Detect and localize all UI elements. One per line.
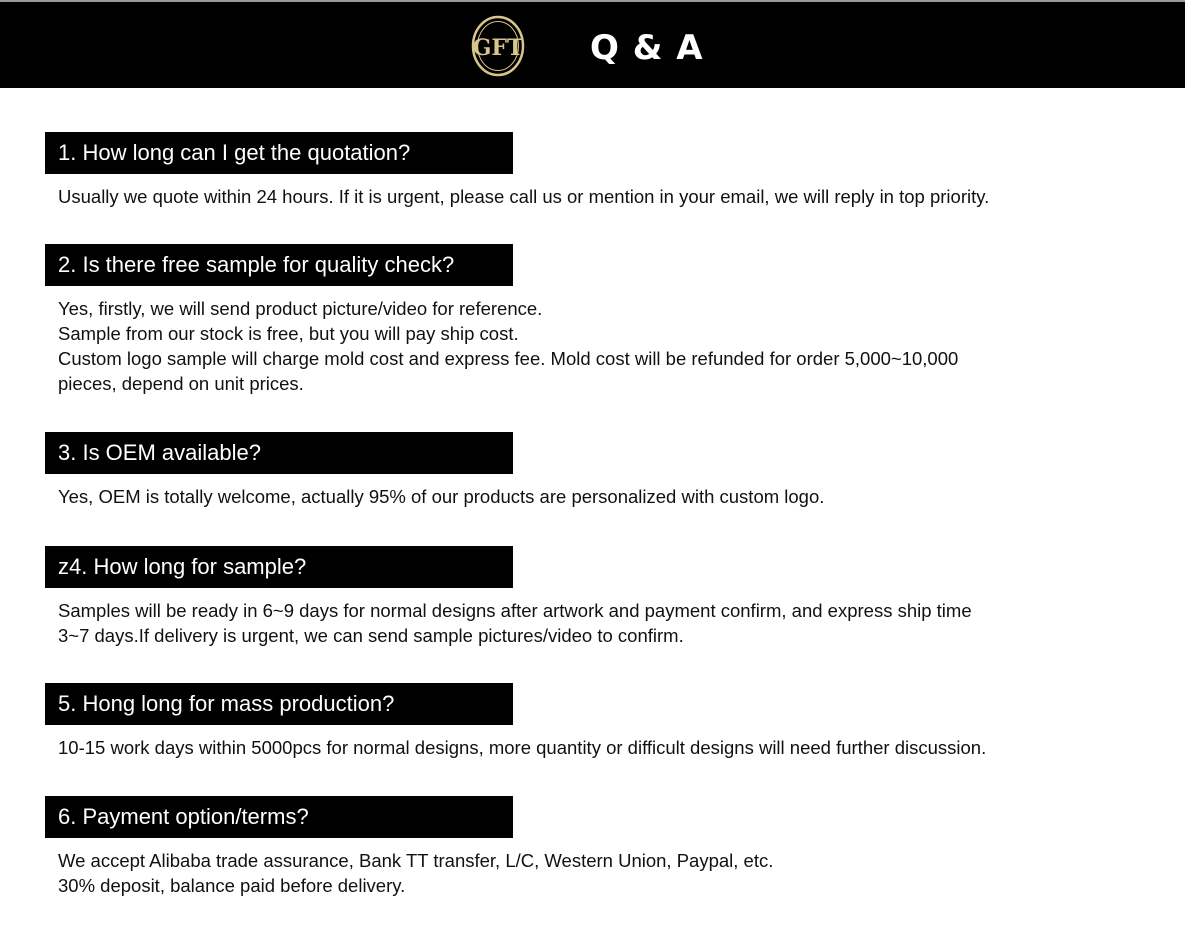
qa-item-3 xyxy=(45,432,1165,509)
page-header xyxy=(0,0,1185,88)
question-heading: 2. Is there free sample for quality check? xyxy=(45,244,513,286)
logo-text: GFT xyxy=(472,35,524,61)
answer-text xyxy=(45,598,1165,648)
answer-line: 10-15 work days within 5000pcs for normal designs, more quantity or difficult designs will need further discussion. xyxy=(58,737,987,758)
answer-line: We accept Alibaba trade assurance, Bank TT transfer, L/C, Western Union, Paypal, etc. xyxy=(58,850,774,871)
qa-item-4 xyxy=(45,546,1165,648)
answer-line: Usually we quote within 24 hours. If it is urgent, please call us or mention in your email, we will reply in top priority. xyxy=(58,186,990,207)
gft-logo-icon xyxy=(471,15,525,77)
question-heading: z4. How long for sample? xyxy=(45,546,513,588)
answer-line: 30% deposit, balance paid before delivery. xyxy=(58,875,406,896)
page-title: Q & A xyxy=(590,28,704,68)
answer-line: pieces, depend on unit prices. xyxy=(58,373,304,394)
answer-text xyxy=(45,484,1165,509)
qa-item-6 xyxy=(45,796,1165,898)
answer-text xyxy=(45,848,1165,898)
question-heading: 6. Payment option/terms? xyxy=(45,796,513,838)
answer-line: Yes, firstly, we will send product picture/video for reference. xyxy=(58,298,543,319)
answer-text xyxy=(45,184,1165,209)
qa-item-2 xyxy=(45,244,1165,396)
qa-item-1 xyxy=(45,132,1165,209)
answer-text xyxy=(45,296,1165,396)
answer-line: 3~7 days.If delivery is urgent, we can send sample pictures/video to confirm. xyxy=(58,625,684,646)
answer-text xyxy=(45,735,1165,760)
answer-line: Custom logo sample will charge mold cost and express fee. Mold cost will be refunded for order 5,000~10,000 xyxy=(58,348,959,369)
qa-item-5 xyxy=(45,683,1165,760)
answer-line: Yes, OEM is totally welcome, actually 95% of our products are personalized with custom logo. xyxy=(58,486,825,507)
answer-line: Samples will be ready in 6~9 days for normal designs after artwork and payment confirm, and express ship time xyxy=(58,600,972,621)
answer-line: Sample from our stock is free, but you will pay ship cost. xyxy=(58,323,519,344)
question-heading: 5. Hong long for mass production? xyxy=(45,683,513,725)
question-heading: 1. How long can I get the quotation? xyxy=(45,132,513,174)
question-heading: 3. Is OEM available? xyxy=(45,432,513,474)
